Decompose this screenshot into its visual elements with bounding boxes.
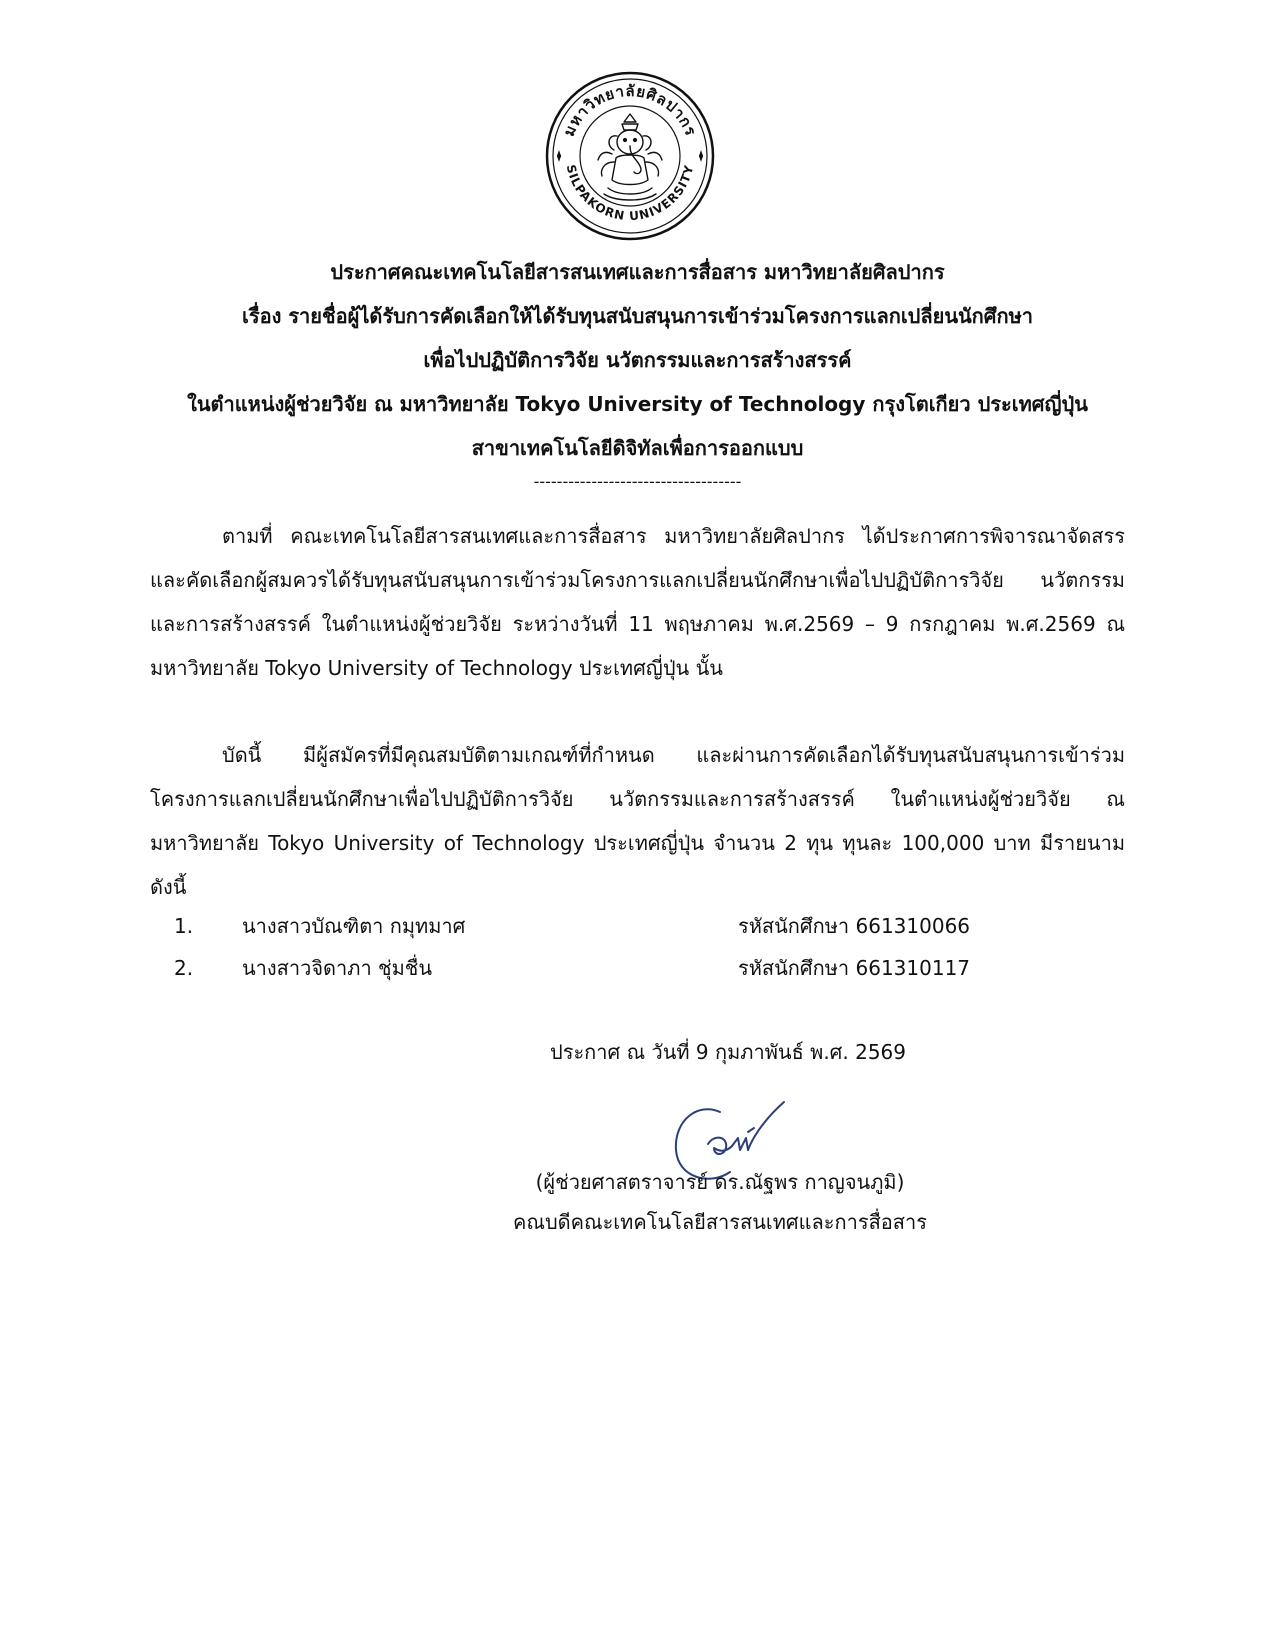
body-paragraph-1: ตามที่ คณะเทคโนโลยีสารสนเทศและการสื่อสาร มหาวิทยาลัยศิลปากร ได้ประกาศการพิจารณาจัดสรรและคัดเลือกผู้สมควรได้รับทุนสนับสนุนการเข้าร่วมโครงการแลกเปลี่ยนนักศึกษาเพื่อไปปฏิบัติการวิจัย นวัตกรรมและการสร้างสรรค์ ในตำแหน่งผู้ช่วยวิจัย ระหว่างวันที่ 11 พฤษภาคม พ.ศ.2569 – 9 กรกฎาคม พ.ศ.2569 ณ มหาวิทยาลัย Tokyo University of Technology ประเทศญี่ปุ่น นั้น [150, 524, 1125, 680]
recipient-student-id: รหัสนักศึกษา 661310066 [738, 914, 971, 938]
signer-title: คณบดีคณะเทคโนโลยีสารสนเทศและการสื่อสาร [513, 1210, 927, 1234]
list-item [150, 947, 1125, 989]
announcement-heading [140, 250, 1135, 470]
list-item [150, 905, 1125, 947]
recipient-list [150, 905, 1125, 989]
university-seal [544, 70, 716, 242]
announcement-date: ประกาศ ณ วันที่ 9 กุมภาพันธ์ พ.ศ. 2569 [550, 1040, 906, 1064]
signer-name: (ผู้ช่วยศาสตราจารย์ ดร.ณัฐพร กาญจนภูมิ) [535, 1170, 905, 1194]
heading-separator: ------------------------------------ [533, 472, 742, 491]
body-paragraph-2: บัดนี้ มีผู้สมัครที่มีคุณสมบัติตามเกณฑ์ที่กำหนด และผ่านการคัดเลือกได้รับทุนสนับสนุนการเข้าร่วมโครงการแลกเปลี่ยนนักศึกษาเพื่อไปปฏิบัติการวิจัย นวัตกรรมและการสร้างสรรค์ ในตำแหน่งผู้ช่วยวิจัย ณ มหาวิทยาลัย Tokyo University of Technology ประเทศญี่ปุ่น จำนวน 2 ทุน ทุนละ 100,000 บาท มีรายนามดังนี้ [150, 743, 1125, 899]
heading-position-location: ในตำแหน่งผู้ช่วยวิจัย ณ มหาวิทยาลัย Tokyo University of Technology กรุงโตเกียว ประเทศญี่ปุ่น [187, 392, 1088, 416]
recipient-student-id: รหัสนักศึกษา 661310117 [738, 956, 971, 980]
recipient-name: นางสาวบัณฑิตา กมุทมาศ [242, 914, 466, 938]
svg-text:มหาวิทยาลัยศิลปากร: มหาวิทยาลัยศิลปากร [559, 81, 701, 139]
recipient-name: นางสาวจิดาภา ชุ่มชื่น [242, 956, 433, 980]
recipient-number: 2. [174, 956, 194, 980]
heading-subject-line2: เพื่อไปปฏิบัติการวิจัย นวัตกรรมและการสร้างสรรค์ [423, 348, 852, 372]
heading-title: ประกาศคณะเทคโนโลยีสารสนเทศและการสื่อสาร มหาวิทยาลัยศิลปากร [330, 260, 945, 284]
heading-department: สาขาเทคโนโลยีดิจิทัลเพื่อการออกแบบ [471, 436, 804, 460]
heading-subject: เรื่อง รายชื่อผู้ได้รับการคัดเลือกให้ได้รับทุนสนับสนุนการเข้าร่วมโครงการแลกเปลี่ยนนักศึกษา [242, 304, 1033, 328]
recipient-number: 1. [174, 914, 194, 938]
svg-text:SILPAKORN UNIVERSITY: SILPAKORN UNIVERSITY [563, 163, 697, 224]
